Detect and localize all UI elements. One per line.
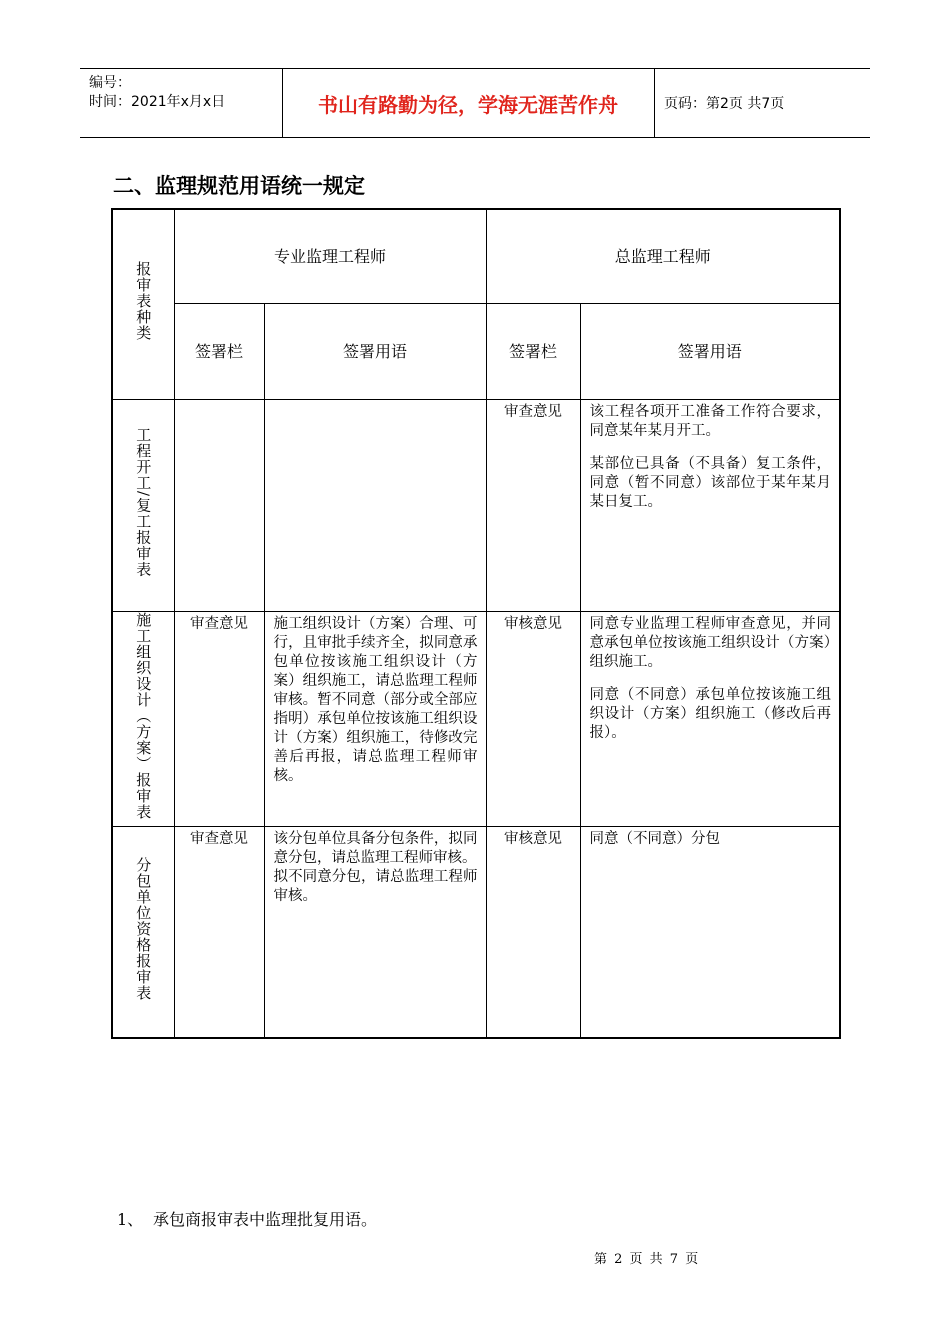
report-type: 施工组织设计（方案）报审表 bbox=[134, 611, 153, 820]
supervision-wording-table bbox=[111, 208, 841, 1039]
pro-wording-cell bbox=[264, 826, 486, 1038]
footnote-text: 承包商报审表中监理批复用语。 bbox=[153, 1210, 378, 1229]
wording-text: 同意专业监理工程师审查意见，并同意承包单位按该施工组织设计（方案）组织施工。 bbox=[589, 615, 832, 670]
wording-text: 该工程各项开工准备工作符合要求，同意某年某月开工。 bbox=[589, 403, 832, 439]
footnote bbox=[117, 1207, 377, 1230]
table-row bbox=[112, 611, 840, 826]
report-type-cell bbox=[112, 399, 174, 611]
col-pro-sign: 签署栏 bbox=[174, 303, 264, 399]
report-type: 分包单位资格报审表 bbox=[134, 856, 153, 1001]
pro-sign-cell: 审查意见 bbox=[174, 611, 264, 826]
table-row bbox=[112, 399, 840, 611]
pro-sign-cell bbox=[174, 399, 264, 611]
corner-label: 报审表种类 bbox=[134, 261, 153, 342]
report-type-cell bbox=[112, 826, 174, 1038]
chief-wording-cell bbox=[580, 826, 840, 1038]
pro-sign-cell: 审查意见 bbox=[174, 826, 264, 1038]
col-chief-sign: 签署栏 bbox=[486, 303, 580, 399]
table-subheader-row bbox=[112, 303, 840, 399]
col-chief-wording: 签署用语 bbox=[580, 303, 840, 399]
chief-sign-cell: 审查意见 bbox=[486, 399, 580, 611]
wording-text: 同意（不同意）承包单位按该施工组织设计（方案）组织施工（修改后再报）。 bbox=[589, 686, 832, 741]
group-chief-engineer: 总监理工程师 bbox=[486, 209, 840, 303]
report-type-cell bbox=[112, 611, 174, 826]
report-type: 工程开工/复工报审表 bbox=[134, 426, 153, 578]
section-title: 二、监理规范用语统一规定 bbox=[113, 174, 365, 198]
wording-text: 同意（不同意）分包 bbox=[589, 830, 721, 847]
pro-wording-cell bbox=[264, 611, 486, 826]
header-meta bbox=[80, 69, 283, 137]
table-header-row bbox=[112, 209, 840, 303]
document-header bbox=[80, 68, 870, 138]
chief-sign-cell: 审核意见 bbox=[486, 611, 580, 826]
document-date: 时间：2021年x月x日 bbox=[89, 94, 226, 110]
group-professional-engineer: 专业监理工程师 bbox=[174, 209, 486, 303]
wording-text: 施工组织设计（方案）合理、可行，且审批手续齐全，拟同意承包单位按该施工组织设计（方案）组织施工，请总监理工程师审核。暂不同意（部分或全部应指明）承包单位按该施工组织设计（方案）组织施工，待修改完善后再报，请总监理工程师审核。 bbox=[273, 615, 478, 784]
page-footer-number: 第 2 页 共 7 页 bbox=[594, 1252, 699, 1267]
wording-text: 拟不同意分包，请总监理工程师审核。 bbox=[273, 868, 478, 904]
header-motto-cell bbox=[282, 69, 655, 137]
wording-text: 该分包单位具备分包条件，拟同意分包，请总监理工程师审核。 bbox=[273, 830, 478, 866]
header-page-label: 页码：第2页 共7页 bbox=[664, 96, 785, 112]
chief-sign-cell: 审核意见 bbox=[486, 826, 580, 1038]
corner-cell bbox=[112, 209, 174, 399]
header-motto: 书山有路勤为径，学海无涯苦作舟 bbox=[318, 92, 618, 117]
col-pro-wording: 签署用语 bbox=[264, 303, 486, 399]
chief-wording-cell bbox=[580, 399, 840, 611]
chief-wording-cell bbox=[580, 611, 840, 826]
table-row bbox=[112, 826, 840, 1038]
document-number-label: 编号： bbox=[89, 75, 131, 91]
pro-wording-cell bbox=[264, 399, 486, 611]
footnote-number: 1、 bbox=[117, 1210, 144, 1229]
wording-text: 某部位已具备（不具备）复工条件，同意（暂不同意）该部位于某年某月某日复工。 bbox=[589, 455, 832, 510]
